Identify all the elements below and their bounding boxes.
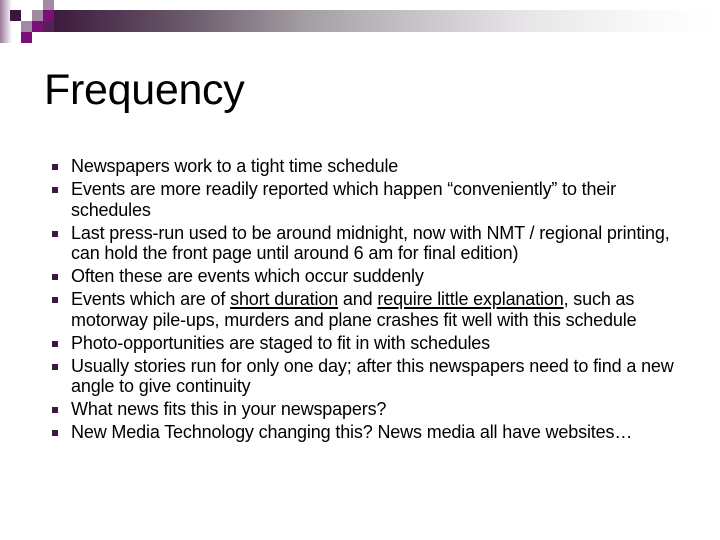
bullet-list: [52, 156, 682, 445]
bullet-item: [52, 399, 682, 420]
bullet-item: [52, 156, 682, 177]
decor-square-icon: [21, 32, 32, 43]
bullet-text: [71, 289, 636, 330]
bullet-text: Newspapers work to a tight time schedule: [71, 156, 399, 176]
slide-title: Frequency: [44, 66, 245, 114]
bullet-item: [52, 333, 682, 354]
text-segment: , such as motorway pile-ups, murders and plane crashes fit well with this schedule: [71, 289, 637, 330]
square-bullet-icon: [52, 297, 58, 303]
bullet-text: Usually stories run for only one day; after this newspapers need to find a new angle to give continuity: [71, 355, 674, 397]
bullet-item: [52, 356, 682, 397]
decor-square-icon: [43, 21, 54, 32]
bullet-text: Last press-run used to be around midnight, now with NMT / regional printing, can hold the front page until around 6 am for final edition): [71, 222, 670, 264]
square-bullet-icon: [52, 341, 58, 347]
square-bullet-icon: [52, 231, 58, 237]
bullet-item: [52, 266, 682, 287]
decor-square-icon: [32, 21, 43, 32]
bullet-item: [52, 223, 682, 264]
bullet-item: [52, 289, 682, 330]
decor-square-icon: [10, 10, 21, 21]
text-segment: and: [338, 289, 378, 310]
square-bullet-icon: [52, 274, 58, 280]
bullet-text: New Media Technology changing this? News media all have websites…: [71, 422, 633, 443]
bullet-item: [52, 422, 682, 443]
underlined-phrase-require-little-explanation: require little explanation: [377, 289, 564, 310]
bullet-text: Photo-opportunities are staged to fit in with schedules: [71, 332, 491, 353]
left-gradient-strip: [0, 0, 12, 43]
header-gradient-bar: [54, 10, 714, 32]
bullet-text: What news fits this in your newspapers?: [71, 399, 387, 420]
square-bullet-icon: [52, 187, 58, 193]
text-segment: Events which are of: [71, 289, 231, 310]
square-bullet-icon: [52, 164, 58, 170]
square-bullet-icon: [52, 407, 58, 413]
decor-square-icon: [43, 10, 54, 21]
bullet-item: [52, 179, 682, 220]
bullet-text: Often these are events which occur suddenly: [71, 266, 424, 287]
bullet-text: Events are more readily reported which happen “conveniently” to their schedules: [71, 178, 616, 220]
square-bullet-icon: [52, 430, 58, 436]
decor-square-icon: [21, 21, 32, 32]
decor-square-icon: [32, 10, 43, 21]
underlined-phrase-short-duration: short duration: [230, 289, 339, 310]
square-bullet-icon: [52, 364, 58, 370]
